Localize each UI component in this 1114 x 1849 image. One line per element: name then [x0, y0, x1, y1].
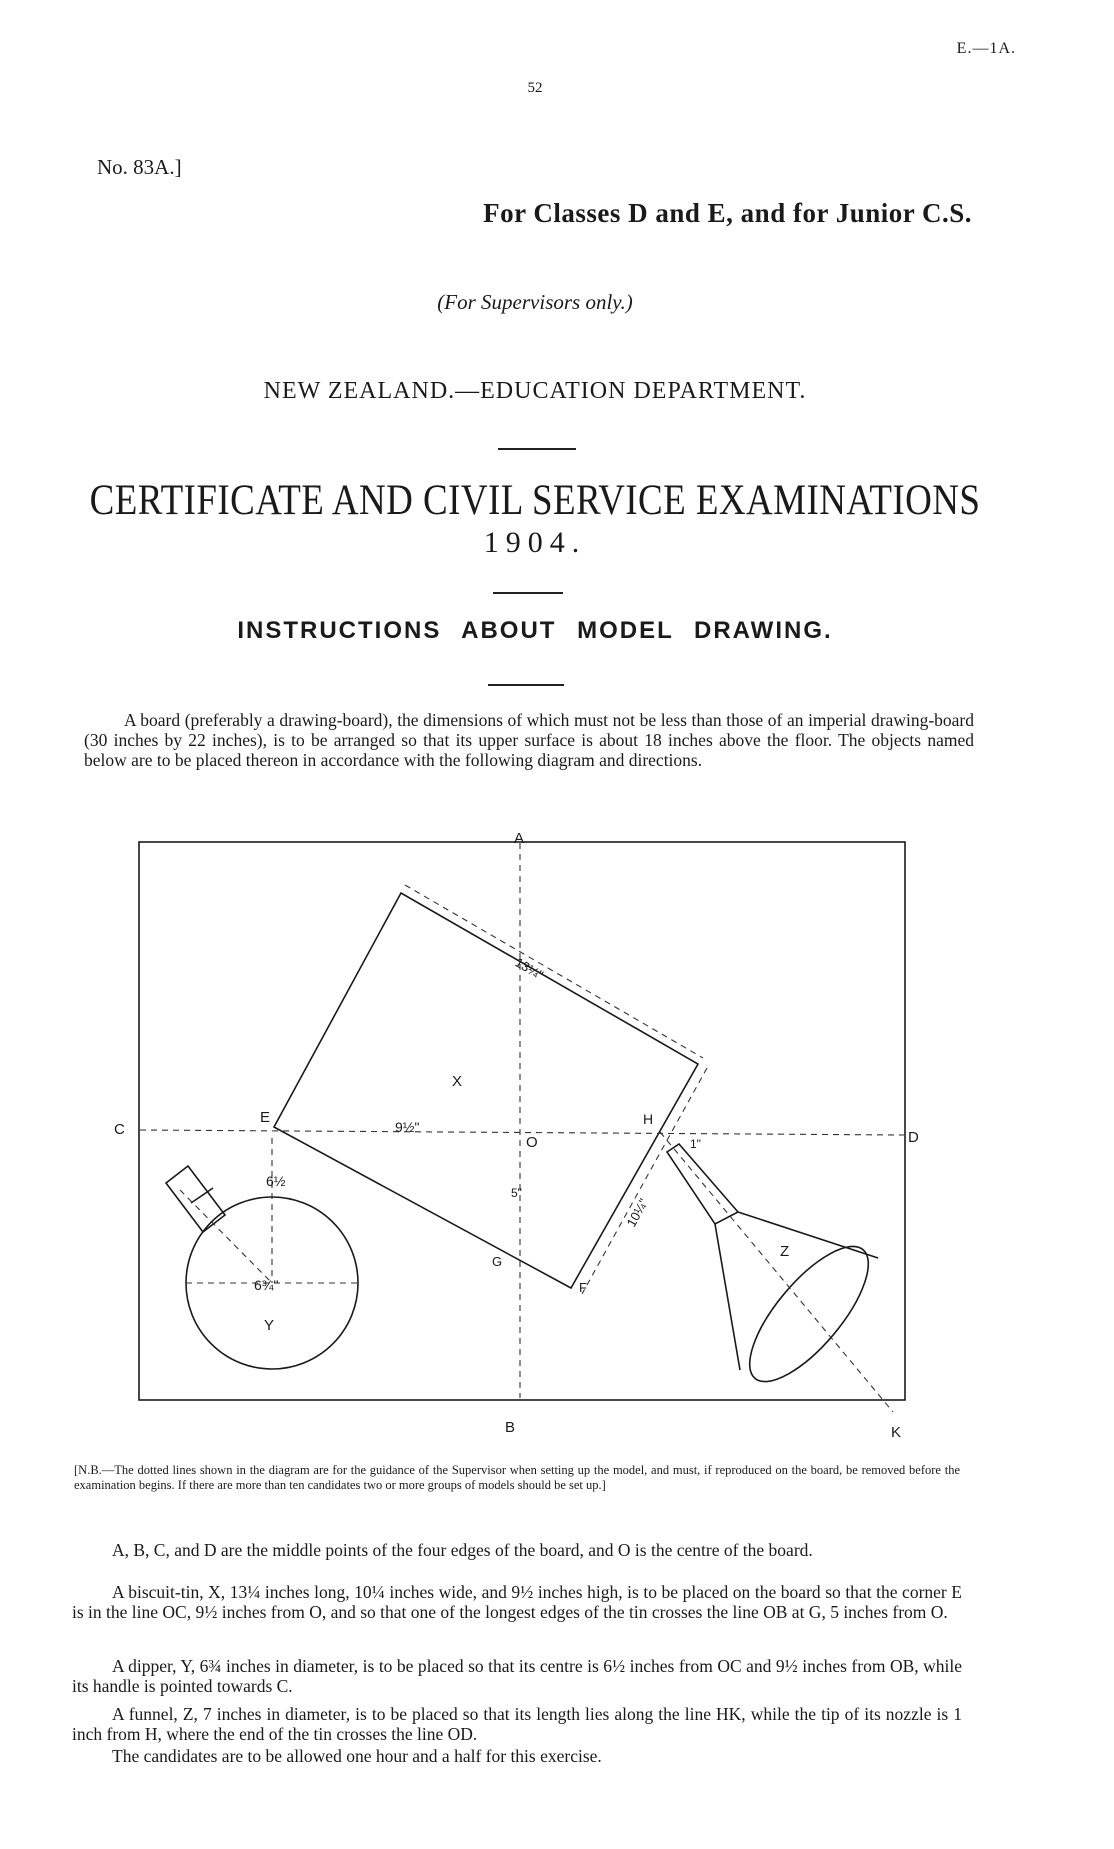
label-z: Z	[780, 1243, 790, 1260]
label-y: Y	[264, 1317, 275, 1334]
measure-e-to-o: 9½"	[395, 1119, 420, 1135]
measure-y-from-oc: 6½	[266, 1173, 286, 1189]
label-f: F	[579, 1280, 587, 1295]
measure-z-tip: 1"	[690, 1137, 701, 1151]
page-number: 52	[527, 80, 543, 96]
classes-heading: For Classes D and E, and for Junior C.S.	[483, 198, 972, 228]
label-o: O	[526, 1134, 538, 1151]
body-paragraph	[72, 1582, 962, 1622]
intro-text: A board (preferably a drawing-board), the dimensions of which must not be less than those of an imperial drawing-board (30 inches by 22 inches), is to be arranged so that its upper surface is about 18 inches above the floor. The objects named below are to be placed thereon in accordance with the following diagram and directions.	[84, 710, 974, 770]
measure-y-from-ob: 6¾"	[254, 1277, 279, 1293]
measure-width: 10¼"	[623, 1196, 652, 1230]
department-heading: NEW ZEALAND.—EDUCATION DEPARTMENT.	[263, 378, 807, 404]
width-dimension	[582, 1068, 707, 1294]
exam-year: 1904.	[483, 526, 587, 559]
length-dimension	[405, 885, 703, 1058]
label-e: E	[260, 1109, 271, 1126]
body-text: The candidates are to be allowed one hour and a half for this exercise.	[112, 1746, 602, 1766]
document-reference: E.—1A.	[956, 40, 1016, 57]
body-paragraph	[72, 1656, 962, 1696]
label-h: H	[643, 1111, 654, 1127]
supervisors-note: (For Supervisors only.)	[437, 290, 633, 314]
label-g: G	[492, 1254, 503, 1269]
instructions-heading: INSTRUCTIONS ABOUT MODEL DRAWING.	[237, 617, 833, 644]
funnel-z	[730, 1229, 887, 1399]
funnel-edge	[715, 1224, 740, 1370]
label-d: D	[908, 1129, 919, 1146]
dipper-handle-line	[180, 1190, 272, 1283]
body-text: A funnel, Z, 7 inches in diameter, is to be placed so that its length lies along the line HK, while the tip of its nozzle is 1 inch from H, where the end of the tin crosses the line OD.	[72, 1704, 962, 1744]
label-b: B	[505, 1419, 516, 1436]
funnel-nozzle	[667, 1144, 738, 1224]
label-a: A	[514, 830, 525, 847]
label-x: X	[452, 1073, 463, 1090]
body-paragraph	[72, 1704, 962, 1744]
label-c: C	[114, 1121, 125, 1138]
page-title: CERTIFICATE AND CIVIL SERVICE EXAMINATIONS	[89, 477, 981, 524]
body-text: A biscuit-tin, X, 13¼ inches long, 10¼ inches wide, and 9½ inches high, is to be placed on the board so that the corner E is in the line OC, 9½ inches from O, and so that one of the longest edges of the tin crosses the line OB at G, 5 inches from O.	[72, 1582, 962, 1622]
board-outline	[139, 842, 905, 1400]
measure-length: 13¼"	[512, 954, 546, 983]
line-cd	[140, 1130, 904, 1135]
label-k: K	[891, 1424, 902, 1441]
measure-g-to-o: 5"	[511, 1186, 522, 1200]
document-number: No. 83A.]	[97, 155, 182, 179]
line-hk	[660, 1132, 893, 1412]
body-paragraph	[72, 1540, 962, 1560]
body-paragraph	[72, 1746, 962, 1766]
body-text: A dipper, Y, 6¾ inches in diameter, is to be placed so that its centre is 6½ inches from OC and 9½ inches from OB, while its handle is pointed towards C.	[72, 1656, 962, 1696]
body-text: A, B, C, and D are the middle points of the four edges of the board, and O is the centre of the board.	[112, 1540, 813, 1560]
supervisor-note: [N.B.—The dotted lines shown in the diagram are for the guidance of the Supervisor when setting up the model, and must, if reproduced on the board, be removed before the examination begins. If there are more than ten candidates two or more groups of models should be set up.]	[74, 1463, 960, 1492]
